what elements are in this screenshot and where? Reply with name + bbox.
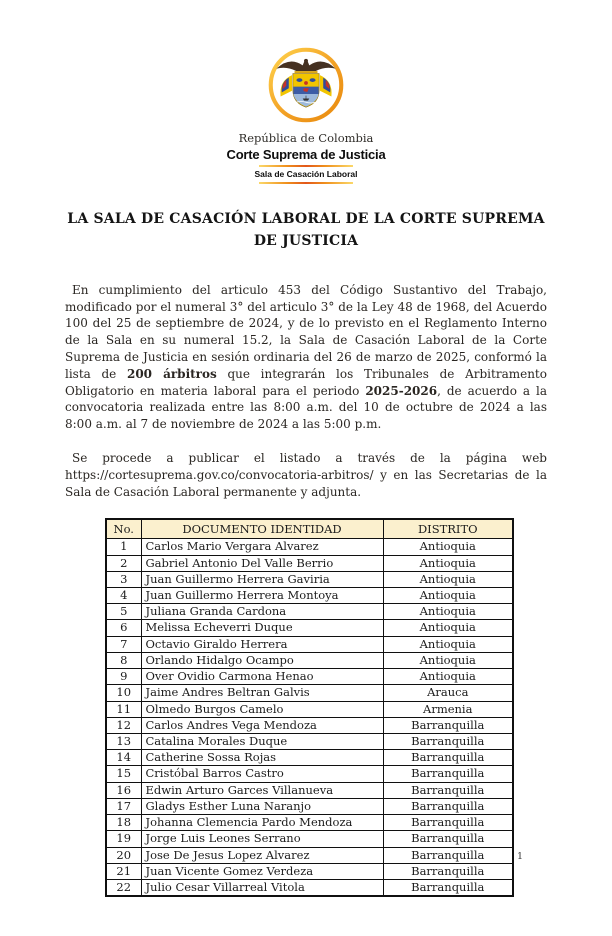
district-cell: Antioquia — [383, 571, 513, 587]
table-row — [106, 620, 513, 636]
arbitrator-name-cell: Catalina Morales Duque — [141, 733, 383, 749]
district-cell: Barranquilla — [383, 750, 513, 766]
arbitrator-name-cell: Juan Guillermo Herrera Gaviria — [141, 571, 383, 587]
divider-rule-top — [259, 165, 353, 167]
arbitrator-name-cell: Gladys Esther Luna Naranjo — [141, 798, 383, 814]
arbitrator-name-cell: Jorge Luis Leones Serrano — [141, 831, 383, 847]
table-header-no: No. — [106, 519, 141, 539]
table-row — [106, 782, 513, 798]
row-number-cell: 1 — [106, 539, 141, 555]
table-row — [106, 555, 513, 571]
district-cell: Antioquia — [383, 588, 513, 604]
row-number-cell: 4 — [106, 588, 141, 604]
page-number: 1 — [517, 851, 524, 862]
table-row — [106, 588, 513, 604]
district-cell: Arauca — [383, 685, 513, 701]
row-number-cell: 6 — [106, 620, 141, 636]
arbitrator-name-cell: Over Ovidio Carmona Henao — [141, 669, 383, 685]
row-number-cell: 3 — [106, 571, 141, 587]
district-cell: Barranquilla — [383, 879, 513, 896]
row-number-cell: 2 — [106, 555, 141, 571]
row-number-cell: 7 — [106, 636, 141, 652]
row-number-cell: 19 — [106, 831, 141, 847]
table-row — [106, 571, 513, 587]
arbitrator-name-cell: Jaime Andres Beltran Galvis — [141, 685, 383, 701]
paragraph-1-text-2: que integrarán los Tribunales de Arbitramento Obligatorio en materia laboral para el periodo — [65, 366, 547, 398]
body-paragraph-1 — [65, 282, 547, 433]
url-text: https://cortesuprema.gov.co/convocatoria-arbitros/ — [65, 467, 374, 482]
row-number-cell: 17 — [106, 798, 141, 814]
table-row — [106, 636, 513, 652]
district-cell: Barranquilla — [383, 733, 513, 749]
district-cell: Antioquia — [383, 652, 513, 668]
district-cell: Armenia — [383, 701, 513, 717]
district-cell: Antioquia — [383, 604, 513, 620]
arbitrator-name-cell: Olmedo Burgos Camelo — [141, 701, 383, 717]
row-number-cell: 8 — [106, 652, 141, 668]
arbitrator-name-cell: Cristóbal Barros Castro — [141, 766, 383, 782]
republic-label: República de Colombia — [238, 131, 374, 145]
arbitrator-name-cell: Melissa Echeverri Duque — [141, 620, 383, 636]
document-title: LA SALA DE CASACIÓN LABORAL DE LA CORTE SUPREMA DE JUSTICIA — [67, 211, 545, 250]
row-number-cell: 15 — [106, 766, 141, 782]
arbitrator-name-cell: Edwin Arturo Garces Villanueva — [141, 782, 383, 798]
court-name-label: Corte Suprema de Justicia — [226, 147, 386, 162]
district-cell: Antioquia — [383, 555, 513, 571]
paragraph-2-text: Se procede a publicar el listado a través de la página web — [72, 450, 547, 465]
district-cell: Barranquilla — [383, 815, 513, 831]
table-row — [106, 652, 513, 668]
row-number-cell: 11 — [106, 701, 141, 717]
row-number-cell: 18 — [106, 815, 141, 831]
district-cell: Barranquilla — [383, 847, 513, 863]
table-row — [106, 701, 513, 717]
chamber-label: Sala de Casación Laboral — [254, 169, 358, 179]
district-cell: Antioquia — [383, 620, 513, 636]
district-cell: Barranquilla — [383, 782, 513, 798]
arbitrator-name-cell: Gabriel Antonio Del Valle Berrio — [141, 555, 383, 571]
body-paragraph-2 — [65, 450, 547, 500]
table-row — [106, 717, 513, 733]
table-header-district: DISTRITO — [383, 519, 513, 539]
table-row — [106, 604, 513, 620]
district-cell: Antioquia — [383, 669, 513, 685]
row-number-cell: 10 — [106, 685, 141, 701]
paragraph-1-text: En cumplimiento del articulo 453 del Código Sustantivo del Trabajo, modificado por el numeral 3° del articulo 3° de la Ley 48 de 1968, del Acuerdo 100 del 25 de septiembre de 2024, y de lo previsto en el Reglamento Interno de la Sala en su numeral 15.2, la Sala de Casación Laboral de la Corte Suprema de Justicia en sesión ordinaria del 26 de marzo de 2025, conformó la lista de — [65, 282, 547, 381]
table-row — [106, 879, 513, 896]
row-number-cell: 20 — [106, 847, 141, 863]
table-row — [106, 815, 513, 831]
paragraph-1-text-3: , de acuerdo a la convocatoria realizada entre las 8:00 a.m. del 10 de octubre de 2024 a las 8:00 a.m. al 7 de noviembre de 2024 a las 5:00 p.m. — [65, 383, 547, 432]
row-number-cell: 13 — [106, 733, 141, 749]
bold-period: 2025-2026 — [365, 383, 438, 398]
row-number-cell: 9 — [106, 669, 141, 685]
arbitrator-name-cell: Orlando Hidalgo Ocampo — [141, 652, 383, 668]
arbitrator-name-cell: Catherine Sossa Rojas — [141, 750, 383, 766]
arbitrator-name-cell: Juan Vicente Gomez Verdeza — [141, 863, 383, 879]
arbitrator-name-cell: Carlos Andres Vega Mendoza — [141, 717, 383, 733]
arbitrators-table — [105, 518, 514, 897]
bold-arbitros-count: 200 árbitros — [126, 366, 217, 381]
table-row — [106, 750, 513, 766]
table-header-row — [106, 519, 513, 539]
arbitrator-name-cell: Juan Guillermo Herrera Montoya — [141, 588, 383, 604]
arbitrator-name-cell: Octavio Giraldo Herrera — [141, 636, 383, 652]
arbitrator-name-cell: Jose De Jesus Lopez Alvarez — [141, 847, 383, 863]
table-header-document: DOCUMENTO IDENTIDAD — [141, 519, 383, 539]
district-cell: Antioquia — [383, 636, 513, 652]
arbitrator-name-cell: Juliana Granda Cardona — [141, 604, 383, 620]
district-cell: Barranquilla — [383, 766, 513, 782]
table-row — [106, 685, 513, 701]
table-row — [106, 798, 513, 814]
table-row — [106, 766, 513, 782]
arbitrator-name-cell: Johanna Clemencia Pardo Mendoza — [141, 815, 383, 831]
row-number-cell: 5 — [106, 604, 141, 620]
row-number-cell: 14 — [106, 750, 141, 766]
arbitrator-name-cell: Carlos Mario Vergara Alvarez — [141, 539, 383, 555]
row-number-cell: 12 — [106, 717, 141, 733]
table-row — [106, 733, 513, 749]
arbitrator-name-cell: Julio Cesar Villarreal Vitola — [141, 879, 383, 896]
table-row — [106, 847, 513, 863]
row-number-cell: 21 — [106, 863, 141, 879]
table-row — [106, 539, 513, 555]
divider-rule-bottom — [259, 182, 353, 184]
row-number-cell: 16 — [106, 782, 141, 798]
district-cell: Barranquilla — [383, 717, 513, 733]
district-cell: Barranquilla — [383, 831, 513, 847]
paragraph-2-text-2: y en las Secretarias de la Sala de Casación Laboral permanente y adjunta. — [65, 467, 547, 499]
table-row — [106, 669, 513, 685]
table-row — [106, 831, 513, 847]
letterhead — [0, 0, 612, 184]
colombia-coat-of-arms-icon — [265, 44, 347, 126]
district-cell: Barranquilla — [383, 798, 513, 814]
district-cell: Antioquia — [383, 539, 513, 555]
row-number-cell: 22 — [106, 879, 141, 896]
table-row — [106, 863, 513, 879]
district-cell: Barranquilla — [383, 863, 513, 879]
